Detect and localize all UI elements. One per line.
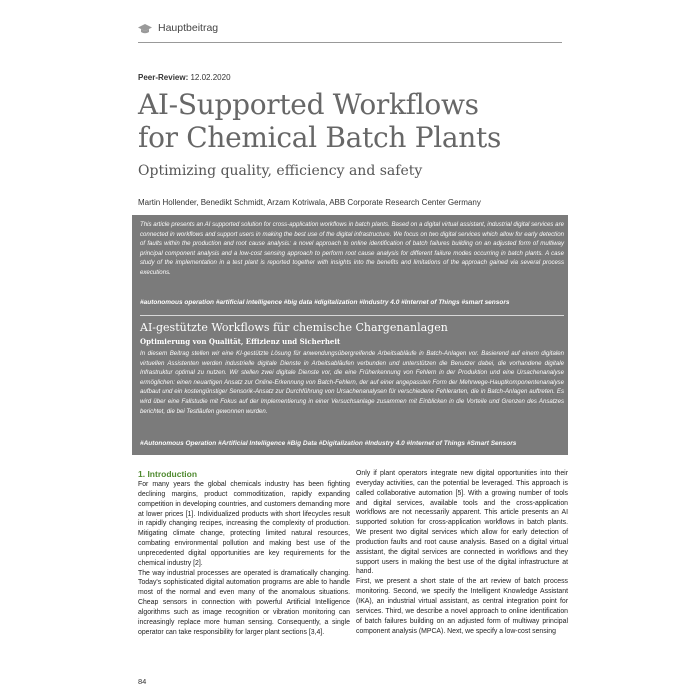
body-paragraph: First, we present a short state of the art review of batch process monitoring. Second, we specify the Intelligent Knowledge Assistant (IKA), an industrial virtual assistant, as central integration point for services. Third, we describe a novel approach to online identification of batch failures building on an adjusted form of multiway principal component analysis (MPCA). Next, we specify a low-cost sensing bbox=[356, 578, 568, 635]
abstract-box bbox=[132, 215, 568, 455]
body-paragraph: For many years the global chemicals industry has been fighting declining margins, product commoditization, rapidly expanding competition in developing countries, and customers demanding more at lower prices [1]. Individualized products with short lifecycles result in rapidly changing recipes, increasing the complexity of production. Mitigating climate change, protecting limited natural resources, combating environmental pollution and making best use of the unprecedented digital opportunities are key requirements for the chemical industry [2]. bbox=[138, 481, 350, 567]
peer-review-label: Peer-Review: bbox=[138, 73, 189, 82]
abstract-german: In diesem Beitrag stellen wir eine KI-gestützte Lösung für anwendungsübergreifende Arbeitsabläufe in Batch-Anlagen vor. Basierend auf einem digitalen virtuellen Assistenten werden industrielle digitale Dienste in Arbeitsabläufen verbunden und unterstützen die Benutzer dabei, die vorhandene digitale Infrastruktur optimal zu nutzen. Wir stellen zwei digitale Dienste vor, die eine Früherkennung von Fehlern in der Produktion und eine Ursachenanalyse ermöglichen: einen neuartigen Ansatz zur Online-Erkennung von Batch-Fehlern, der auf einer angepassten Form der Mehrwege-Hauptkomponentenanalyse aufbaut und ein kostengünstiger Sensorik-Ansatz zur Durchführung von Ursachenanalysen für verschiedene Fehlerarten, die in Batch-Anlagen auftreten. Es wird über eine Fallstudie mit Fokus auf der Implementierung in einer Versuchsanlage zusammen mit Einblicken in die Vorteile und Grenzen des Ansatzes berichtet, die bei Testläufen gewonnen wurden. bbox=[140, 350, 564, 415]
german-title: AI-gestützte Workflows für chemische Chargenanlagen bbox=[140, 321, 448, 334]
body-paragraph: The way industrial processes are operated is dramatically changing. Today's sophisticated digital automation programs are able to handle most of the normal and even many of the anomalous situations. Cheap sensors in connection with powerful Artificial Intelligence algorithms such as image recognition or vibration monitoring can increasingly replace more human sensing. Consequently, a single operator can take responsibility for larger plant sections [3,4]. bbox=[138, 569, 350, 636]
german-subtitle: Optimierung von Qualität, Effizienz und Sicherheit bbox=[140, 337, 341, 346]
peer-review-line bbox=[138, 73, 231, 82]
keywords-english: #autonomous operation #artificial intelligence #big data #digitalization #Industry 4.0 #Internet of Things #smart sensors bbox=[140, 299, 510, 306]
article-title bbox=[138, 88, 568, 154]
title-line-1: AI-Supported Workflows bbox=[138, 88, 479, 121]
body-column-right bbox=[356, 469, 568, 636]
body-column-left bbox=[138, 469, 350, 638]
abstract-english: This article presents an AI supported solution for cross-application workflows in batch plants. Based on a digital virtual assistant, industrial digital services are connected in workflows and support users in making the best use of the digital infrastructure. We focus on two digital services which allow for early detection of faults within the production and root cause analysis: a novel approach to online identification of batch failures building on an adjusted form of multiway principal component analysis and a low-cost sensing approach to perform root cause analysis for different failure modes occurring in batch plants. A case study of the implementation in a test plant is reported together with insights into the benefits and limitations of the approach gained via several process executions. bbox=[140, 221, 564, 276]
keywords-german: #Autonomous Operation #Artificial Intelligence #Big Data #Digitalization #Industry 4.0 #Internet of Things #Smart Sensors bbox=[140, 440, 517, 447]
abstract-divider bbox=[140, 315, 564, 316]
article-subtitle: Optimizing quality, efficiency and safety bbox=[138, 163, 423, 179]
title-line-2: for Chemical Batch Plants bbox=[138, 121, 502, 154]
section-heading-introduction: 1. Introduction bbox=[138, 469, 198, 479]
section-header bbox=[138, 20, 562, 43]
page-number: 84 bbox=[138, 677, 147, 686]
body-paragraph: Only if plant operators integrate new digital opportunities into their everyday activities, can the potential be leveraged. This approach is called collaborative automation [5]. With a growing number of tools and digital services, available tools and the cross-application workflows are not necessarily apparent. This article presents an AI supported solution for cross-application workflows in batch plants. We present two digital services which allow for early detection of production faults and root cause analysis. Based on a digital virtual assistant, the digital services are connected in workflows and they support users in making the best use of the digital infrastructure at hand. bbox=[356, 470, 568, 576]
peer-review-date: 12.02.2020 bbox=[190, 73, 231, 82]
authors-line: Martin Hollender, Benedikt Schmidt, Arzam Kotriwala, ABB Corporate Research Center Germany bbox=[138, 198, 481, 207]
graduation-cap-icon bbox=[138, 23, 152, 35]
section-label: Hauptbeitrag bbox=[158, 22, 219, 34]
